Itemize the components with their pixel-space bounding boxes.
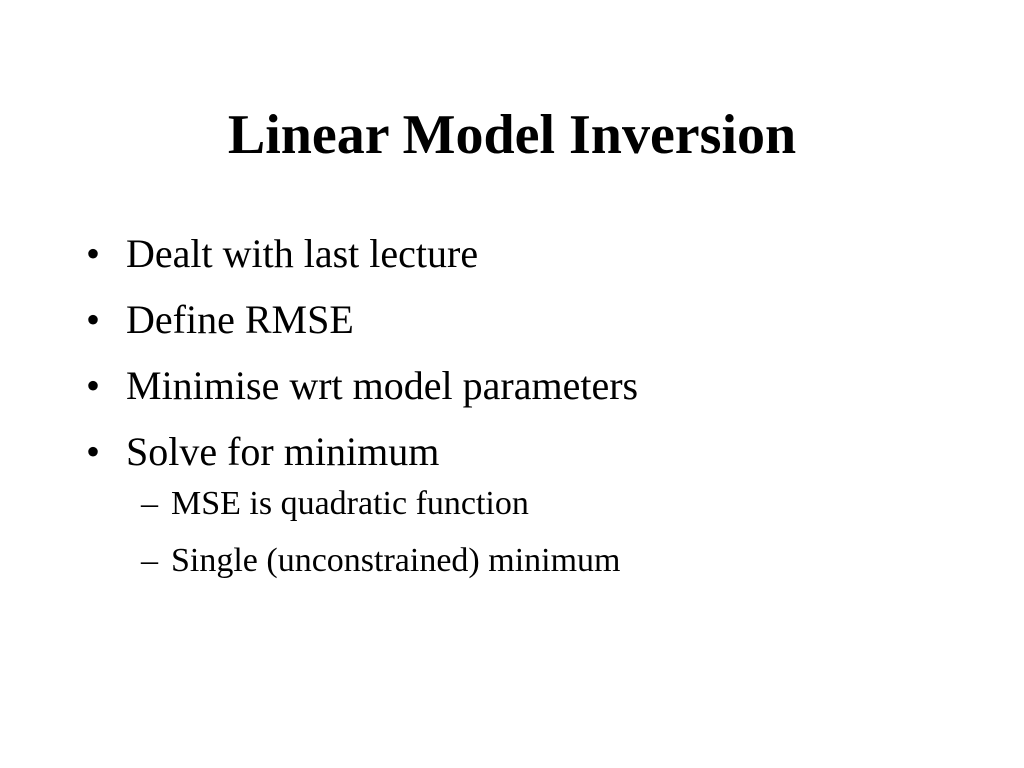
sub-bullet-text: MSE is quadratic function [171,485,529,522]
bullet-marker: • [86,363,101,408]
bullet-marker: • [86,231,101,276]
sub-bullet-marker: – [141,542,158,579]
bullet-marker: • [86,297,101,342]
sub-bullet-marker: – [141,485,158,522]
sub-bullet-text: Single (unconstrained) minimum [171,542,621,579]
bullet-text: Minimise wrt model parameters [126,363,639,408]
bullet-text: Solve for minimum [126,429,440,474]
bullet-marker: • [86,429,101,474]
slide-title: Linear Model Inversion [227,104,797,166]
bullet-text: Dealt with last lecture [126,231,479,276]
bullet-text: Define RMSE [126,297,354,342]
